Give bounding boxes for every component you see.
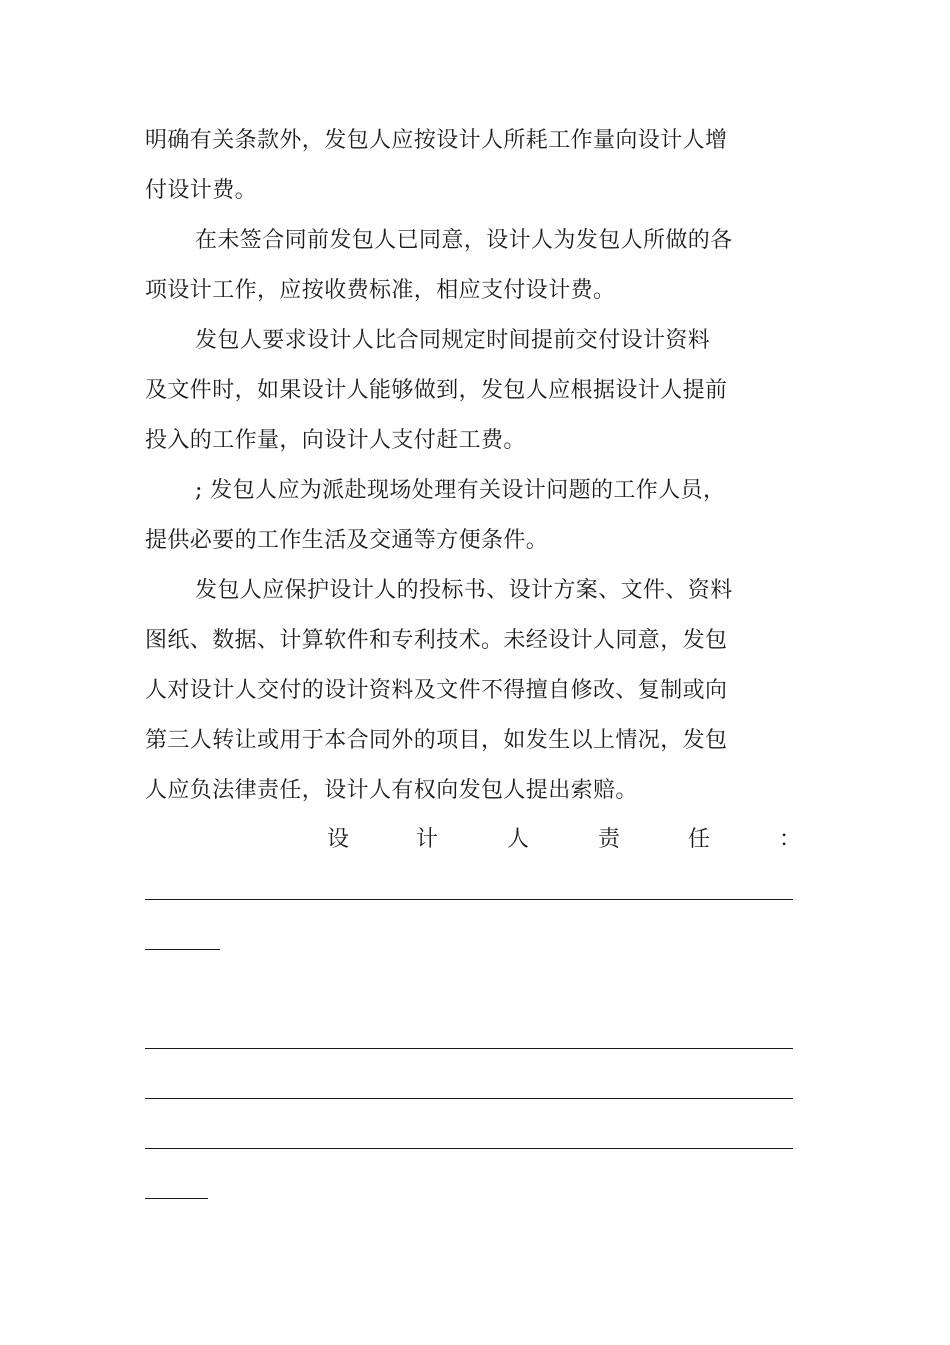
fill-in-line bbox=[145, 899, 793, 900]
heading-char: 计 bbox=[416, 827, 439, 852]
paragraph-line: 第三人转让或用于本合同外的项目，如发生以上情况，发包 bbox=[145, 728, 728, 753]
fill-in-line bbox=[145, 1198, 208, 1199]
fill-in-line bbox=[145, 949, 220, 950]
paragraph-line: 付设计费。 bbox=[145, 178, 258, 203]
paragraph-line: 及文件时，如果设计人能够做到，发包人应根据设计人提前 bbox=[145, 378, 728, 403]
heading-char: 任 bbox=[688, 827, 711, 852]
fill-in-line bbox=[145, 1098, 793, 1099]
paragraph-line: 人应负法律责任，设计人有权向发包人提出索赔。 bbox=[145, 778, 638, 803]
paragraph-line: 发包人要求设计人比合同规定时间提前交付设计资料 bbox=[195, 328, 711, 353]
paragraph-line: 发包人应保护设计人的投标书、设计方案、文件、资料 bbox=[195, 578, 733, 603]
heading-char: 人 bbox=[507, 827, 530, 852]
fill-in-line bbox=[145, 1048, 793, 1049]
paragraph-line: 图纸、数据、计算软件和专利技术。未经设计人同意，发包 bbox=[145, 628, 728, 653]
heading-char: 责 bbox=[598, 827, 621, 852]
paragraph-line: ; 发包人应为派赴现场处理有关设计问题的工作人员， bbox=[195, 478, 726, 503]
paragraph-line: 投入的工作量，向设计人支付赶工费。 bbox=[145, 428, 526, 453]
paragraph-line: 在未签合同前发包人已同意，设计人为发包人所做的各 bbox=[195, 228, 733, 253]
paragraph-line: 明确有关条款外，发包人应按设计人所耗工作量向设计人增 bbox=[145, 128, 728, 153]
paragraph-line: 提供必要的工作生活及交通等方便条件。 bbox=[145, 528, 549, 553]
heading-char: 设 bbox=[327, 827, 350, 852]
fill-in-line bbox=[145, 1148, 793, 1149]
paragraph-line: 项设计工作，应按收费标准，相应支付设计费。 bbox=[145, 278, 616, 303]
paragraph-line: 人对设计人交付的设计资料及文件不得擅自修改、复制或向 bbox=[145, 678, 728, 703]
heading-char: ： bbox=[779, 827, 802, 852]
